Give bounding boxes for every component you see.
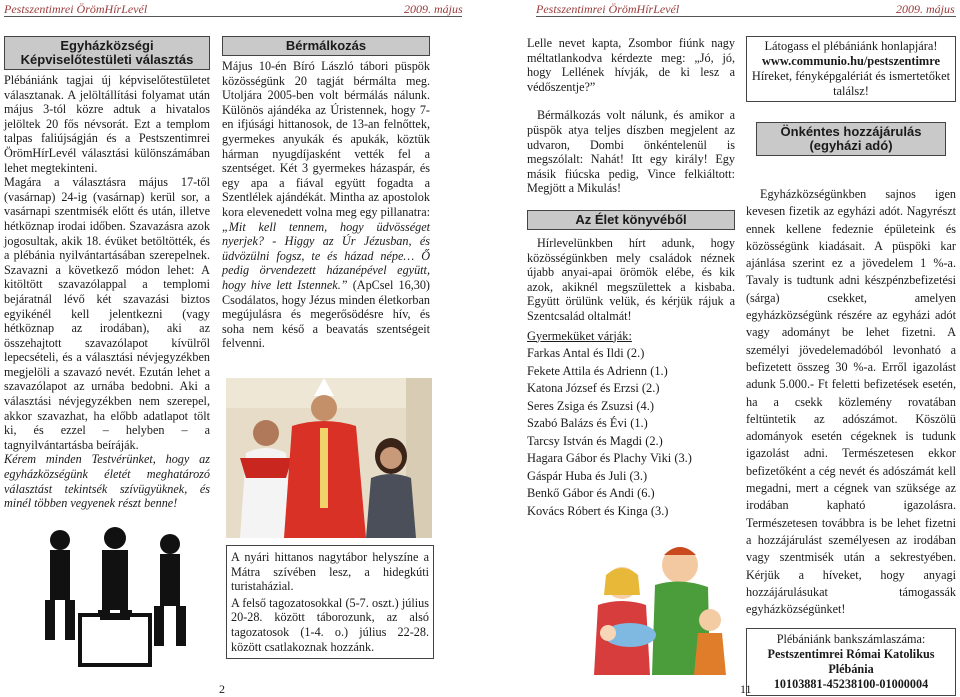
camp-info-1: A nyári hittanos nagytábor helyszíne a Mátra szívében lesz, a hidegkúti turistaházial. [231,550,429,594]
ballot-clipart [20,520,210,670]
left-header-rule [4,16,462,17]
confirmation-photo [226,378,432,538]
list-item: Katona József és Erzsi (2.) [527,381,660,395]
contribution-title: Önkéntes hozzájárulás (egyházi adó) [756,122,946,156]
confirmation-quote: „Mit kell tennem, hogy üdvösséget nyerjek? - Higgy az Úr Jézusban, és üdvözülni fogsz, te és házad népe… Ő pedig örvendezett házanépével együtt, hogy hive lett Istennek.” [222,219,430,292]
election-appeal: Kérem minden Testvérünket, hogy az egyházközségünk életét meghatározó választást tekintsék szívügyüknek, és minél többen vegyenek részt benne! [4,452,210,511]
list-item: Szabó Balázs és Évi (1.) [527,416,648,430]
bank-name: Pestszentimrei Római Katolikus Plébánia [767,647,935,677]
election-para-1: Plébániánk tagjai új képviselőtestületet választanak. A jelöltállítási folyamat után május 3-tól közre adtuk a hivatalos jelöltek 20 fős névsorát. Ezt a templom talpas faliújságján és a Pestszentimrei ÖrömHírLevél választási különszámában lehet megtekinteni. [4,73,210,175]
list-item: Seres Zsiga és Zsuzsi (4.) [527,398,654,413]
book-of-life-intro: Hírlevelünkben hírt adunk, hogy közösségünkben mely családok néznek újabb anyai-apai örömök elébe, és kik azok, akiknél megszülettek a kisbaba. Együtt örülünk velük, és kérjük rájuk a Szentcsalád oltalmát! [527,235,735,323]
election-para-2: Magára a választásra május 17-től (vasárnap) 24-ig (vasárnap) kerül sor, a vasárnapi szentmisék előtt és után, illetve hétköznap irodai időben. Szavazásra azok jogosultak, akik 18. évüket betöltötték, és a plébánia nyilvántartásában szerepelnek. Szavazni a következő módon lehet: A kitöltött szavazólappal a templomi bejáratnál lévő két szavazási biztos egyikénél kell jelentkezni (vagy hétköznap az irodában), aki az összehajtott szavazólapot kívülről lepecsételi, és a választási névjegyzékben megjelöli a szavazó nevét. Ezután lehet a szavazólapot az urnába bedobni. Aki a választási névjegyzékben nem szerepel, akkor szavazhat, ha előbb adatlapot tölt ki, és ezzel – helyben – a tagnyilvántartásba beíráják. [4,175,210,452]
confirmation-text: Május 10-én Bíró László tábori püspök közösségünk 20 tagját bérmálta meg. Utoljára 2005-ben volt bérmálás nálunk. Különös ajándéka az Úristennek, hogy 7-en ifjúsági hittanosok, de 13-an felnőttek, gyermekes anyukák és apukák, köztük hárman nyugdíjasként vették fel a szentséget. Két 3 gyermekes házaspár, és egy apa a fiával együtt fogadta a Szentlélek ajándékát. Mintha az apostolok kora elevenedett volna meg egy pillanatra: [222,59,430,219]
website-box [746,36,956,102]
column-election [4,36,210,511]
list-item: Gáspár Huba és Juli (3.) [527,468,648,483]
website-description: Híreket, fényképgalériát és ismertetőket találsz! [751,69,951,98]
bank-label: Plébániánk bankszámlaszáma: [776,632,926,647]
right-header-title: Pestszentimrei ÖrömHírLevél [536,2,680,16]
right-header-date: 2009. május [896,2,955,16]
list-item: Fekete Attila és Adrienn (1.) [527,363,668,378]
left-header-title: Pestszentimrei ÖrömHírLevél [4,2,148,16]
families-heading: Gyermeküket várják: [527,328,632,343]
camp-box [226,545,434,659]
list-item: Farkas Antal és Ildi (2.) [527,346,645,360]
election-title: Egyházközségi Képviselőtestületi választás [4,36,210,70]
camp-info-2: A felső tagozatosokkal (5-7. oszt.) július 20-28. között táborozunk, az alsó tagozatosok (1-4. o.) július 22-28. között csatlakoznak hozzánk. [231,595,429,654]
bank-box [746,628,956,696]
anecdote-1: Lelle nevet kapta, Zsombor fiúnk nagy méltatlankodva kérdezte meg: „Jó, jó, hogy Lellének hívják, de ki lesz a védőszentje?” [527,36,735,94]
website-invite: Látogass el plébániánk honlapjára! [764,39,938,53]
right-header-rule [536,16,956,17]
page-number-left: 2 [219,682,225,696]
column-confirmation [222,36,430,351]
contribution-text: Egyházközségünkben sajnos igen kevesen fizetik az egyházi adót. Nagyrészt ennek kellene fedeznie épületeink és közösségünk kiadásait. A püspöki kar ajánlása szerint ez a jövedelem 1 %-a. Tavaly is tudtunk adni készpénzbefizetési (sárga) csekket, amelyen egyházközségünk részére az egyházi adót vagy adományt be lehet fizetni. A személyi jövedelemadóból levonható a befizetett összeg 30 %-a. Erről igazolást adunk 5.000.- Ft feletti befizetések esetén, ha a csekk közlemény rovatában feltüntetik az adószámot. Köszölü adományok esetén cégeknek is tudunk igazolást adni. Természetesen ekkor befizetőként a cég nevét és adószámát kell megadni, mert a cégnek van szüksége az irodában kapható igazolásra. Természetesen továbbra is be lehet fizetni a hozzájárulást személyesen az irodában vagy szentmisék után a sekrestyében. Kérjük a híveket, hogy anyagi hozzájárulásukat támogassák egyházközségünket! [746,187,956,617]
family-clipart [560,525,740,675]
list-item: Benkő Gábor és Andi (6.) [527,486,655,500]
column-contribution [746,36,956,696]
confirmation-text-end: (ApCsel 16,30) Csodálatos, hogy Jézus minden életkorban megújulásra és megerősödésre hív, és soha nem késő a beavatás szentségeit felvenni. [222,277,430,351]
families-list [527,328,735,521]
page-number-right: 11 [740,682,752,696]
list-item: Kovács Róbert és Kinga (3.) [527,503,669,518]
list-item: Tarcsy István és Magdi (2.) [527,433,663,448]
column-book-of-life [527,36,735,520]
book-of-life-title: Az Élet könyvéből [527,210,735,230]
bank-account-number: 10103881-45238100-01000004 [773,677,929,692]
list-item: Hagara Gábor és Plachy Viki (3.) [527,451,692,465]
left-header-date: 2009. május [404,2,463,16]
website-url-link[interactable]: www.communio.hu/pestszentimre [761,54,941,68]
anecdote-2: Bérmálkozás volt nálunk, és amikor a püspök atya teljes díszben megjelent az udvaron, Dombi önkéntelenül is megszólalt: Nahát! Itt egy király! Egy másik fiúcska pedig, Vince felkiáltott: Megjött a Mikulás! [527,108,735,196]
confirmation-title: Bérmálkozás [222,36,430,56]
